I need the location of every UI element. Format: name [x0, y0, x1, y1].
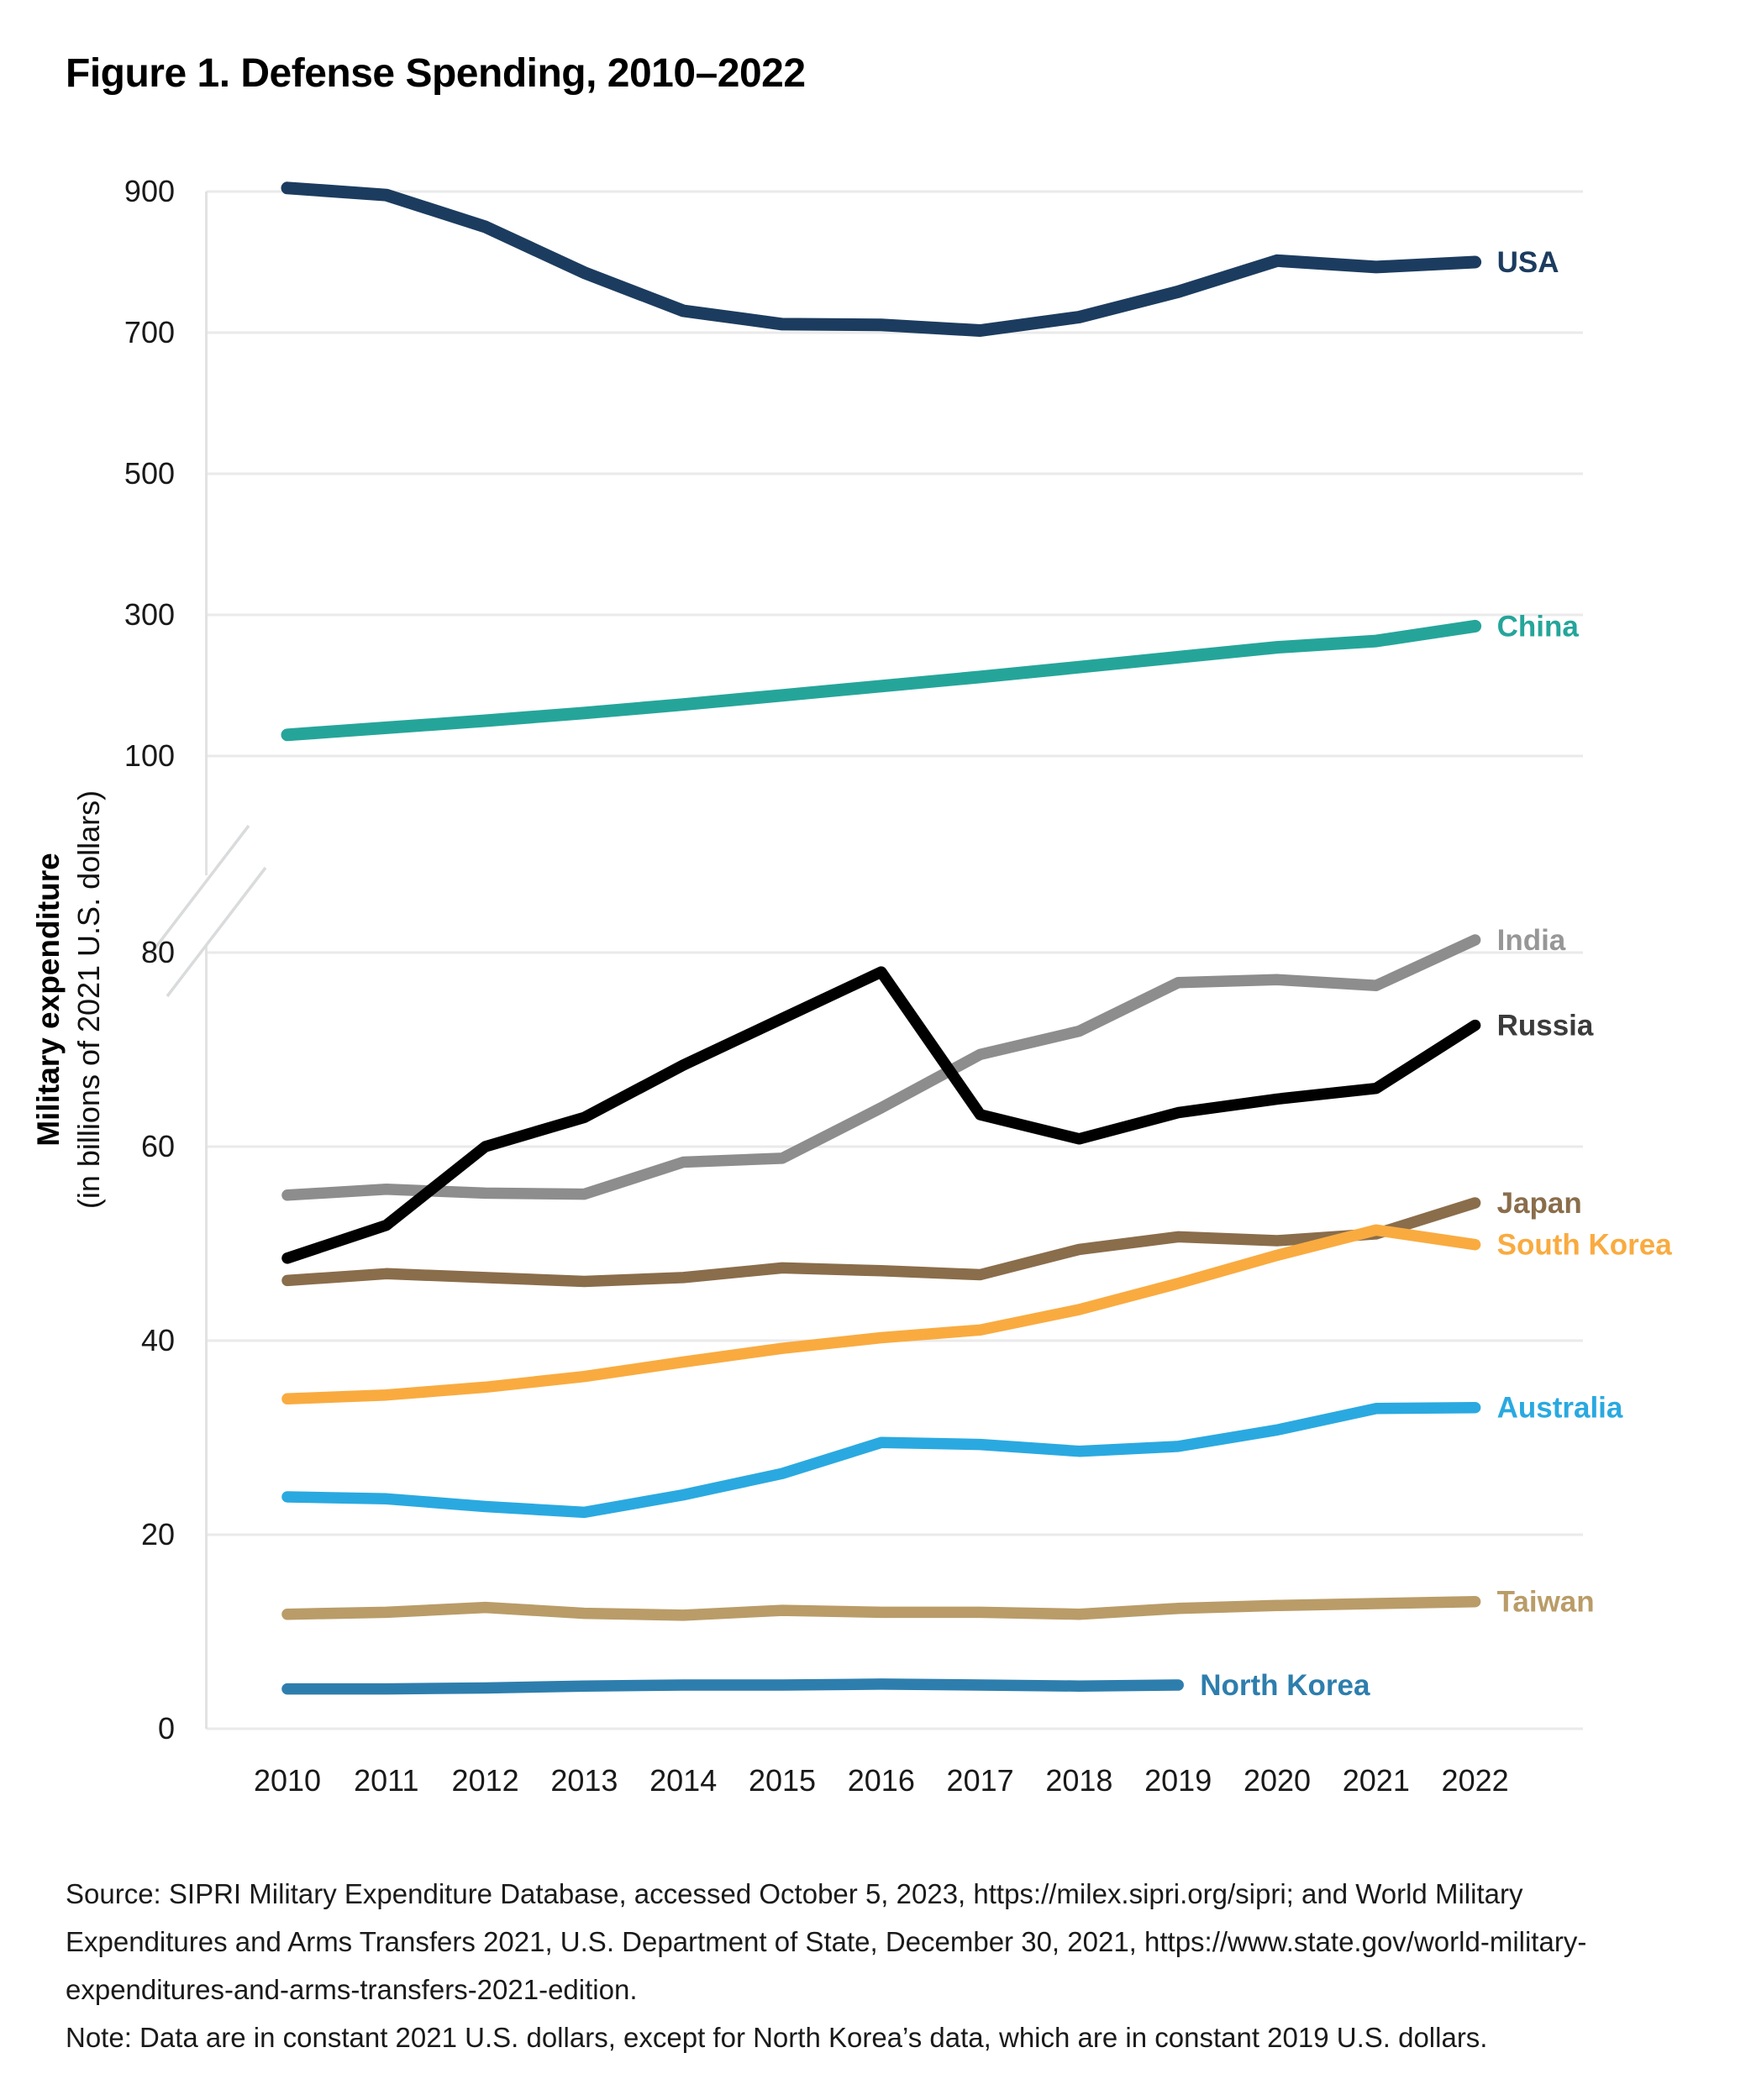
series-line-australia — [287, 1408, 1475, 1513]
series-label-south-korea: South Korea — [1496, 1228, 1672, 1262]
y-tick-label-lower-0: 0 — [157, 1711, 175, 1746]
series-label-japan: Japan — [1496, 1186, 1582, 1220]
y-tick-label-upper-100: 100 — [124, 738, 175, 773]
series-label-india: India — [1496, 923, 1566, 957]
y-tick-label-upper-300: 300 — [124, 597, 175, 632]
series-label-taiwan: Taiwan — [1496, 1585, 1595, 1619]
x-tick-label-2022: 2022 — [1441, 1763, 1509, 1798]
y-tick-label-lower-60: 60 — [140, 1129, 175, 1163]
x-tick-label-2012: 2012 — [451, 1763, 519, 1798]
series-line-russia — [287, 972, 1475, 1258]
x-tick-label-2010: 2010 — [253, 1763, 322, 1798]
series-label-china: China — [1496, 610, 1579, 643]
series-line-south-korea — [287, 1230, 1475, 1399]
y-tick-label-upper-500: 500 — [124, 456, 175, 491]
y-axis-title-sub: (in billions of 2021 U.S. dollars) — [71, 790, 106, 1210]
source-note — [66, 1870, 1696, 2061]
series-label-north-korea: North Korea — [1200, 1669, 1370, 1703]
y-tick-label-lower-80: 80 — [140, 935, 175, 969]
series-label-australia: Australia — [1496, 1391, 1623, 1425]
series-line-taiwan — [287, 1602, 1475, 1615]
y-axis-title — [29, 672, 109, 1327]
y-tick-label-lower-40: 40 — [140, 1323, 175, 1357]
x-tick-label-2021: 2021 — [1342, 1763, 1410, 1798]
x-tick-label-2011: 2011 — [354, 1763, 419, 1798]
y-tick-label-upper-900: 900 — [124, 174, 175, 208]
note-line: Note: Data are in constant 2021 U.S. dollars, except for North Korea’s data, which are in constant 2019 U.S. dollars. — [66, 2022, 1488, 2053]
source-line: Source: SIPRI Military Expenditure Database, accessed October 5, 2023, https://milex.sipri.org/sipri; and World Military — [66, 1878, 1523, 1909]
source-line: expenditures-and-arms-transfers-2021-edition. — [66, 1974, 638, 2005]
series-line-japan — [287, 1203, 1475, 1282]
x-tick-label-2017: 2017 — [946, 1763, 1014, 1798]
series-line-north-korea — [287, 1684, 1178, 1689]
axis-break-mark-icon — [167, 868, 266, 996]
y-tick-label-upper-700: 700 — [124, 315, 175, 349]
y-axis-title-main: Military expenditure — [31, 853, 66, 1147]
x-tick-label-2019: 2019 — [1144, 1763, 1212, 1798]
y-tick-label-lower-20: 20 — [140, 1517, 175, 1551]
x-tick-label-2013: 2013 — [550, 1763, 618, 1798]
series-label-russia: Russia — [1496, 1009, 1594, 1042]
series-label-usa: USA — [1496, 246, 1559, 279]
x-tick-label-2016: 2016 — [847, 1763, 915, 1798]
x-tick-label-2020: 2020 — [1243, 1763, 1312, 1798]
series-line-china — [287, 626, 1475, 734]
x-tick-label-2018: 2018 — [1045, 1763, 1113, 1798]
source-line: Expenditures and Arms Transfers 2021, U.S. Department of State, December 30, 2021, https://www.state.gov/world-military- — [66, 1926, 1587, 1957]
x-tick-label-2015: 2015 — [748, 1763, 817, 1798]
x-tick-label-2014: 2014 — [649, 1763, 718, 1798]
series-line-usa — [287, 188, 1475, 331]
figure-title: Figure 1. Defense Spending, 2010–2022 — [66, 51, 806, 96]
